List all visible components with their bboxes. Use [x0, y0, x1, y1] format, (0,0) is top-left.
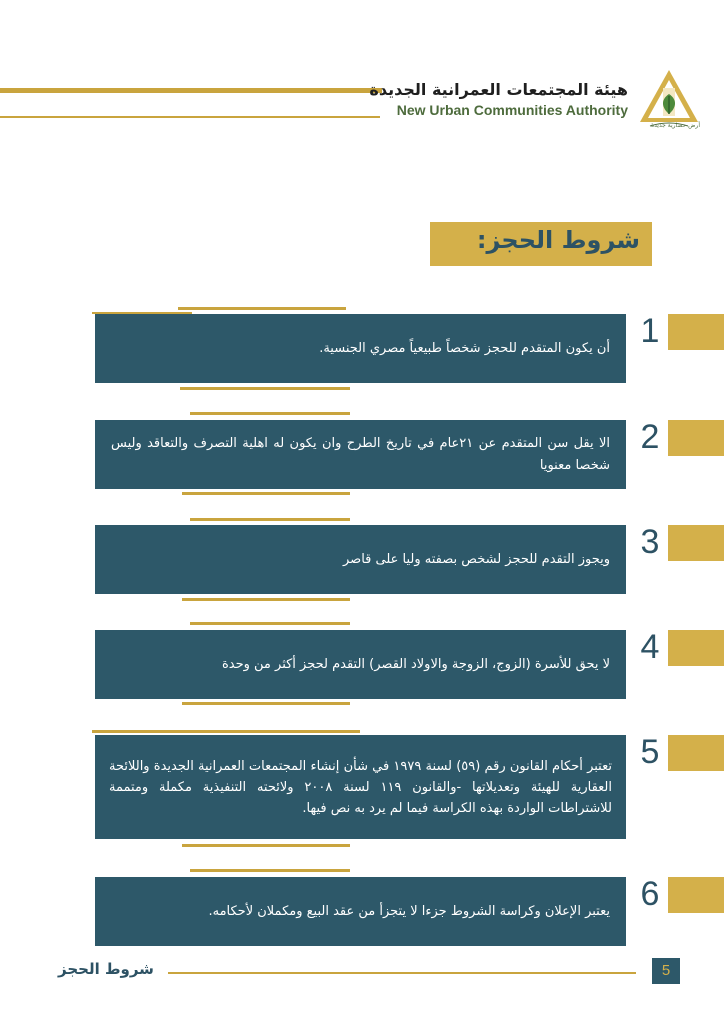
card-4-top-line	[190, 622, 350, 625]
number-bar-6	[668, 877, 724, 913]
card-2-top-line	[190, 412, 350, 415]
condition-number-1: 1	[640, 312, 660, 350]
page-number: 5	[652, 958, 680, 984]
condition-number-2: 2	[640, 418, 660, 456]
org-name-english: New Urban Communities Authority	[396, 102, 628, 118]
footer-section-label: شروط الحجز	[58, 960, 154, 978]
card-2-bottom-line	[182, 492, 350, 495]
condition-text-3: ويجوز التقدم للحجز لشخص بصفته وليا على قاصر	[342, 551, 610, 567]
logo-caption: أرض حضارية جديدة	[651, 122, 700, 129]
condition-number-3: 3	[640, 523, 660, 561]
condition-card-6	[95, 877, 626, 946]
number-bar-5	[668, 735, 724, 771]
condition-text-4: لا يحق للأسرة (الزوج، الزوجة والاولاد القصر) التقدم لحجز أكثر من وحدة	[221, 656, 610, 672]
section-title-box	[430, 222, 652, 266]
condition-card-5	[95, 735, 626, 839]
section-title: شروط الحجز:	[476, 226, 640, 254]
condition-number-4: 4	[640, 628, 660, 666]
card-1-bottom-line	[180, 387, 350, 390]
condition-card-4	[95, 630, 626, 699]
number-bar-2	[668, 420, 724, 456]
condition-text-1: أن يكون المتقدم للحجز شخصاً طبيعياً مصري الجنسية.	[319, 340, 610, 356]
condition-card-2	[95, 420, 626, 489]
condition-card-3	[95, 525, 626, 594]
condition-text-6: يعتبر الإعلان وكراسة الشروط جزءا لا يتجزأ من عقد البيع ومكملان لأحكامه.	[208, 903, 610, 919]
condition-card-1	[95, 314, 626, 383]
condition-number-5: 5	[640, 733, 660, 771]
header-gold-line	[0, 116, 380, 118]
number-bar-3	[668, 525, 724, 561]
org-name-arabic: هيئة المجتمعات العمرانية الجديدة	[369, 80, 628, 99]
footer-gold-line	[168, 972, 636, 974]
condition-text-5: تعتبر أحكام القانون رقم (٥٩) لسنة ١٩٧٩ في شأن إنشاء المجتمعات العمرانية الجديدة واللائحة العقارية للهيئة وتعديلاتها -والقانون ١١٩ لسنة ٢٠٠٨ ولائحته التنفيذية مكملة ومتممة للاشتراطات الواردة بهذه الكراسة فيما لم يرد به نص فيها.	[109, 758, 612, 816]
card-5-bottom-line	[182, 844, 350, 847]
card-6-top-line	[190, 869, 350, 872]
header-gold-bar	[0, 88, 382, 93]
card-5-top-line	[92, 730, 360, 733]
card-3-top-line	[190, 518, 350, 521]
nuca-logo	[636, 68, 702, 130]
card-3-bottom-line	[182, 598, 350, 601]
number-bar-1	[668, 314, 724, 350]
card-4-bottom-line	[182, 702, 350, 705]
number-bar-4	[668, 630, 724, 666]
condition-text-2: الا يقل سن المتقدم عن ٢١عام في تاريخ الطرح وان يكون له اهلية التصرف والتعاقد وليس شخصا معنويا	[111, 435, 610, 473]
condition-number-6: 6	[640, 875, 660, 913]
card-1-top-line	[178, 307, 346, 310]
